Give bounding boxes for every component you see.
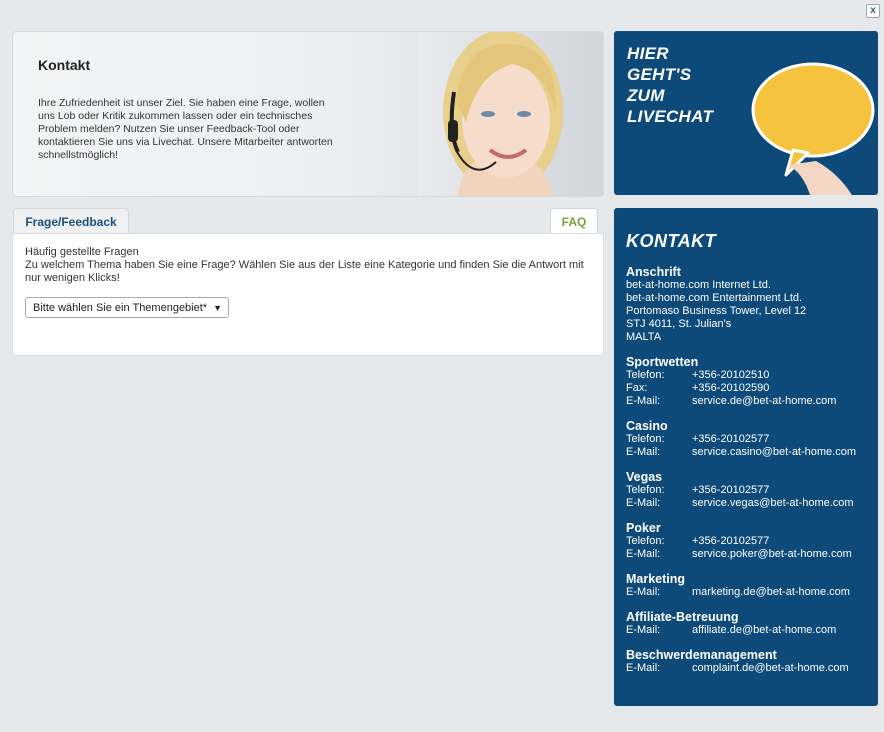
address-line: STJ 4011, St. Julian's [626,318,732,330]
section-title: Marketing [626,572,686,586]
speech-bubble-icon [748,53,878,195]
contact-section-sportwetten [626,355,836,408]
section-title: Vegas [626,470,663,484]
intro-text: Ihre Zufriedenheit ist unser Ziel. Sie haben eine Frage, wollen uns Lob oder Kritik zukommen lassen oder ein technisches Problem melden? Nutzen Sie unser Feedback-Tool oder kontaktieren Sie uns via Livechat. Unsere Mitarbeiter antworten schnellstmöglich! [38,97,333,161]
dropdown-arrow-icon: ▼ [213,303,222,313]
address-line: MALTA [626,331,662,343]
row-key: Telefon: [626,484,665,496]
email-link[interactable]: service.de@bet-at-home.com [692,395,837,407]
contact-panel [614,208,878,706]
livechat-banner[interactable] [614,31,878,195]
faq-description: Zu welchem Thema haben Sie eine Frage? Wählen Sie aus der Liste eine Kategorie und finden Sie die Antwort mit nur wenigen Klicks! [25,259,584,284]
email-link[interactable]: marketing.de@bet-at-home.com [692,586,850,598]
address-line: bet-at-home.com Entertainment Ltd. [626,292,803,304]
faq-heading: Häufig gestellte Fragen [25,246,139,258]
address-line: bet-at-home.com Internet Ltd. [626,279,771,291]
section-title: Beschwerdemanagement [626,648,777,662]
faq-panel [12,233,604,356]
email-link[interactable]: complaint.de@bet-at-home.com [692,662,849,674]
phone-value: +356-20102577 [692,535,770,547]
email-link[interactable]: service.casino@bet-at-home.com [692,446,857,458]
topic-select[interactable] [25,297,229,318]
close-button[interactable]: x [866,4,880,18]
section-title: Casino [626,419,668,433]
section-title: Poker [626,521,661,535]
contact-section-poker [626,521,852,561]
contact-title: KONTAKT [626,231,717,251]
support-agent-image [418,32,603,196]
phone-value: +356-20102510 [692,369,770,381]
contact-section-marketing [626,572,850,599]
address-title: Anschrift [626,265,681,279]
tab-faq[interactable]: FAQ [550,208,598,235]
livechat-label: HIER GEHT'S ZUM LIVECHAT [627,44,714,126]
address-line: Portomaso Business Tower, Level 12 [626,305,807,317]
row-key: Telefon: [626,433,665,445]
row-key: E-Mail: [626,662,661,674]
row-key: E-Mail: [626,548,661,560]
page-title: Kontakt [38,57,91,73]
email-link[interactable]: affiliate.de@bet-at-home.com [692,624,837,636]
phone-value: +356-20102577 [692,484,770,496]
row-key: E-Mail: [626,446,661,458]
address-section [626,265,806,344]
email-link[interactable]: service.vegas@bet-at-home.com [692,497,854,509]
fax-value: +356-20102590 [692,382,770,394]
phone-value: +356-20102577 [692,433,770,445]
header-panel [12,31,604,197]
row-key: Telefon: [626,535,665,547]
row-key: E-Mail: [626,395,661,407]
row-key: E-Mail: [626,586,661,598]
section-title: Sportwetten [626,355,699,369]
contact-section-vegas [626,470,854,510]
contact-section-casino [626,419,856,459]
section-title: Affiliate-Betreuung [626,610,739,624]
row-key: E-Mail: [626,497,661,509]
row-key: Fax: [626,382,648,394]
topic-select-value: Bitte wählen Sie ein Themengebiet* [33,302,208,314]
contact-section-beschwerde [626,648,849,675]
row-key: Telefon: [626,369,665,381]
tab-frage-feedback[interactable]: Frage/Feedback [13,208,129,235]
contact-section-affiliate [626,610,836,637]
row-key: E-Mail: [626,624,661,636]
email-link[interactable]: service.poker@bet-at-home.com [692,548,852,560]
